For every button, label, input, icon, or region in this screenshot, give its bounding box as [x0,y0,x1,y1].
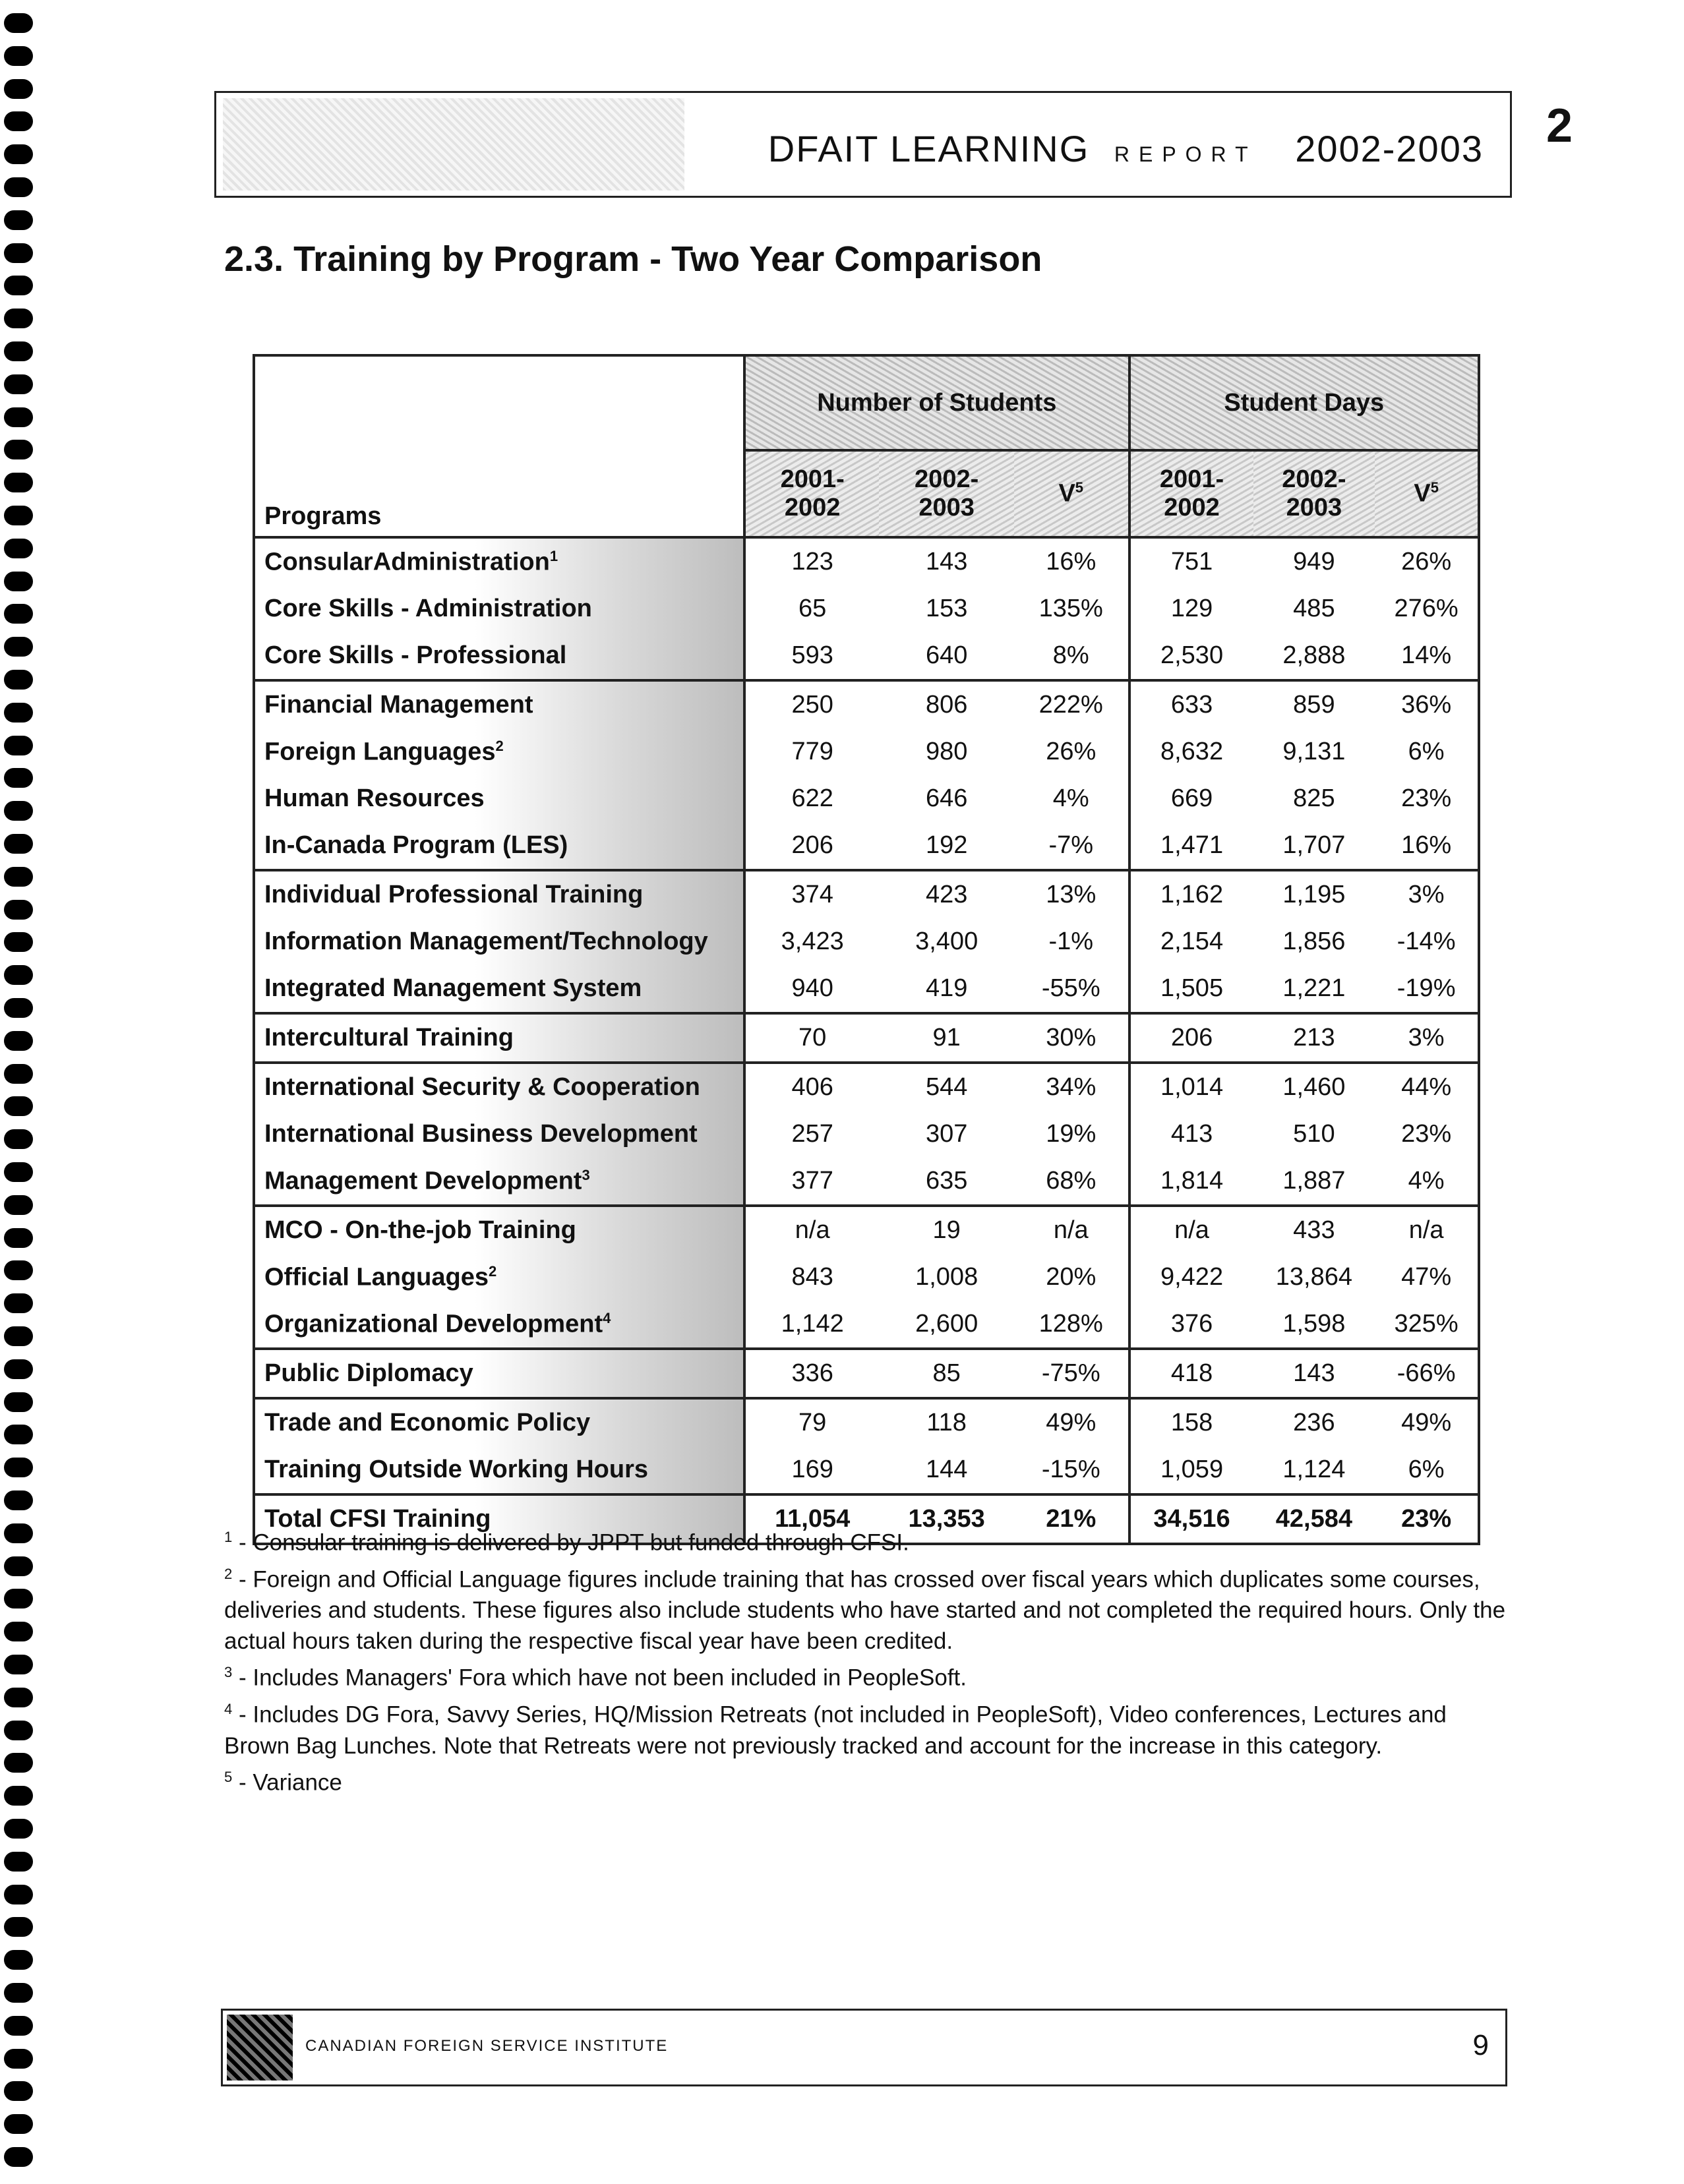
days-2001-2002: 1,014 [1129,1063,1253,1111]
students-2001-2002: 622 [791,784,833,812]
program-name: Training Outside Working Hours [254,1446,744,1494]
days-2002-2003: 9,131 [1282,738,1346,765]
students-variance-header: $V^5$ [1014,450,1129,537]
binding-hole [4,1195,33,1215]
days-variance: 6% [1375,728,1479,775]
binding-hole [4,900,33,920]
footnote: $^2$ - Foreign and Official Language figures include training that has crossed over fiscal years which duplicates some courses, deliveries and students. These figures also include students who have started and not completed the required hours. Only the actual hours taken during the respective fiscal year have been credited. [224,1565,1506,1655]
binding-hole [4,341,33,361]
binding-hole [4,1983,33,2003]
binding-hole [4,2147,33,2167]
binding-hole [4,998,33,1018]
program-name: Official Languages$^2$ [254,1254,744,1301]
students-2001-2002: 65 [798,595,827,622]
students-2001-2002: 593 [791,641,833,669]
students-variance: 4% [1052,784,1089,812]
binding-hole [4,801,33,821]
program-name: Information Management/Technology [254,918,744,965]
students-variance: 16% [1014,537,1129,585]
table-row [254,870,1479,918]
days-variance-header: $V^5$ [1375,450,1479,537]
days-2001-2002: 669 [1129,775,1253,822]
binding-hole [4,965,33,985]
students-2001-2002: 79 [744,1398,879,1446]
header-learning: LEARNING [890,128,1090,169]
days-2002-2003: 433 [1253,1206,1375,1254]
students-variance: 20% [1046,1263,1097,1291]
days-2002-2003: 859 [1253,680,1375,728]
students-variance: 19% [1046,1120,1097,1148]
header-report: REPORT [1114,142,1257,166]
students-2002-2003: 143 [879,537,1014,585]
days-2001-2002: 206 [1129,1013,1253,1063]
binding-hole [4,1228,33,1248]
binding-hole [4,1852,33,1872]
binding-hole [4,440,33,459]
table-row [254,632,1479,680]
binding-hole [4,1162,33,1182]
students-2001-2002: 1,142 [781,1310,844,1338]
table-row [254,822,1479,870]
students-2001-2002: 377 [791,1167,833,1195]
header-org: DFAIT [767,128,879,169]
days-variance: 4% [1375,1158,1479,1206]
page-number: 9 [1472,2029,1489,2061]
binding-hole [4,736,33,755]
students-2002-2003: 980 [925,738,968,765]
students-2001-2002: 206 [791,831,833,859]
header-texture [223,98,684,191]
binding-hole [4,13,33,33]
program-name: Integrated Management System [254,965,744,1013]
binding-hole [4,144,33,164]
binding-hole [4,1064,33,1084]
table-row [254,1446,1479,1494]
students-variance: 128% [1038,1310,1103,1338]
students-2002-2003: 153 [925,595,968,622]
program-name: Financial Management [254,680,744,728]
program-name: International Security & Cooperation [254,1063,744,1111]
page-footer [221,2009,1507,2086]
table-row [254,728,1479,775]
binding-hole [4,867,33,887]
programs-header [254,355,744,537]
binding-hole [4,670,33,690]
table-row [254,1254,1479,1301]
binding-hole [4,572,33,591]
days-2001-2002: 418 [1129,1349,1253,1398]
students-2002-2003: 646 [925,784,968,812]
binding-hole [4,1655,33,1674]
binding-hole [4,1392,33,1412]
binding-hole [4,407,33,427]
days-2001-2002: 8,632 [1129,728,1253,775]
group-header-students: Number of Students [744,355,1129,450]
footnote: $^5$ - Variance [224,1768,342,1796]
days-2002-2003: 2,888 [1282,641,1346,669]
table-row [254,585,1479,632]
students-variance: 30% [1014,1013,1129,1063]
program-name: Human Resources [254,775,744,822]
binding-hole [4,1031,33,1051]
students-2002-2003: 91 [879,1013,1014,1063]
binding-hole [4,1819,33,1839]
students-2002-2003: 13,353 [879,1494,1014,1544]
binding-hole [4,2114,33,2134]
program-name: Management Development$^3$ [254,1158,744,1206]
binding-hole [4,1490,33,1510]
table-row [254,1158,1479,1206]
students-2001-2002: 3,423 [781,928,844,955]
binding-hole [4,1622,33,1641]
binding-hole [4,539,33,558]
footnote: $^1$ - Consular training is delivered by JPPT but funded through CFSI. [224,1529,909,1556]
students-2001-2002: 336 [744,1349,879,1398]
days-2002-2003: 485 [1293,595,1335,622]
students-variance: -55% [1041,974,1100,1002]
program-name: Core Skills - Administration [254,585,744,632]
program-name: Individual Professional Training [254,870,744,918]
program-name: Foreign Languages$^2$ [254,728,744,775]
binding-hole [4,243,33,263]
days-year2-header: 2002- 2003 [1253,450,1375,537]
students-variance: n/a [1014,1206,1129,1254]
table-row [254,965,1479,1013]
binding-hole [4,177,33,197]
days-2001-2002: 376 [1129,1301,1253,1349]
days-variance: n/a [1375,1206,1479,1254]
days-2001-2002: 1,814 [1129,1158,1253,1206]
binding-hole [4,1293,33,1313]
students-2001-2002: 257 [791,1120,833,1148]
header-title [768,127,1484,170]
table-row [254,918,1479,965]
binding-hole [4,276,33,295]
students-variance: 26% [1046,738,1097,765]
days-variance: 6% [1375,1446,1479,1494]
days-2001-2002: 158 [1129,1398,1253,1446]
days-variance: 16% [1375,822,1479,870]
students-variance: 8% [1052,641,1089,669]
days-2001-2002: 1,059 [1129,1446,1253,1494]
students-variance: 222% [1014,680,1129,728]
days-2002-2003: 143 [1253,1349,1375,1398]
students-2002-2003: 307 [925,1120,968,1148]
days-variance: 3% [1375,870,1479,918]
days-variance: 49% [1375,1398,1479,1446]
students-2001-2002: 940 [791,974,833,1002]
days-2002-2003: 1,460 [1253,1063,1375,1111]
students-variance: 135% [1038,595,1103,622]
binding-holes [4,13,36,2182]
table-row [254,1206,1479,1254]
binding-hole [4,374,33,394]
students-variance: -1% [1048,928,1094,955]
students-variance: -15% [1041,1456,1100,1483]
days-variance: 3% [1375,1013,1479,1063]
binding-hole [4,1786,33,1806]
students-variance: 68% [1046,1167,1097,1195]
students-2001-2002: 779 [791,738,833,765]
days-2001-2002: 1,471 [1129,822,1253,870]
students-2001-2002: 11,054 [744,1494,879,1544]
students-2002-2003: 635 [925,1167,968,1195]
training-table [253,354,1480,1545]
footnote: $^3$ - Includes Managers' Fora which have not been included in PeopleSoft. [224,1664,967,1691]
binding-hole [4,932,33,952]
binding-hole [4,1359,33,1379]
binding-hole [4,2016,33,2036]
binding-hole [4,1260,33,1280]
binding-hole [4,1885,33,1904]
days-variance: -19% [1375,965,1479,1013]
students-2001-2002: n/a [744,1206,879,1254]
students-2002-2003: 3,400 [915,928,978,955]
students-variance: -75% [1014,1349,1129,1398]
binding-hole [4,1917,33,1937]
days-2001-2002: 633 [1129,680,1253,728]
binding-hole [4,637,33,657]
days-variance: 26% [1375,537,1479,585]
days-2002-2003: 1,707 [1282,831,1346,859]
students-variance: 13% [1014,870,1129,918]
binding-hole [4,1950,33,1970]
days-2002-2003: 213 [1253,1013,1375,1063]
binding-hole [4,1096,33,1116]
binding-hole [4,111,33,131]
binding-hole [4,1523,33,1543]
binding-hole [4,2081,33,2101]
binding-hole [4,768,33,788]
days-2002-2003: 1,124 [1282,1456,1346,1483]
days-variance: 23% [1375,1494,1479,1544]
table-row [254,680,1479,728]
days-2002-2003: 1,856 [1282,928,1346,955]
days-2002-2003: 1,887 [1282,1167,1346,1195]
chapter-number: 2 [1546,100,1573,152]
students-variance: -7% [1048,831,1094,859]
programs-label: Programs [264,502,382,530]
students-2001-2002: 70 [744,1013,879,1063]
binding-hole [4,1589,33,1608]
days-2002-2003: 42,584 [1253,1494,1375,1544]
days-2002-2003: 13,864 [1275,1263,1352,1291]
binding-hole [4,309,33,328]
days-2002-2003: 825 [1293,784,1335,812]
table-row [254,1398,1479,1446]
binding-hole [4,1721,33,1740]
header-years: 2002-2003 [1295,128,1484,169]
days-2001-2002: 751 [1129,537,1253,585]
days-2001-2002: 2,530 [1129,632,1253,680]
binding-hole [4,1688,33,1707]
binding-hole [4,834,33,854]
days-2002-2003: 1,195 [1253,870,1375,918]
days-2002-2003: 510 [1293,1120,1335,1148]
days-variance: 276% [1375,585,1479,632]
group-header-days: Student Days [1129,355,1479,450]
program-name: Total CFSI Training [254,1494,744,1544]
days-variance: -66% [1375,1349,1479,1398]
binding-hole [4,1556,33,1576]
students-2002-2003: 419 [925,974,968,1002]
students-2001-2002: 406 [744,1063,879,1111]
program-name: Organizational Development$^4$ [254,1301,744,1349]
program-name: Public Diplomacy [254,1349,744,1398]
institute-name: CANADIAN FOREIGN SERVICE INSTITUTE [305,2037,669,2055]
days-2001-2002: 9,422 [1129,1254,1253,1301]
days-variance: 14% [1375,632,1479,680]
students-variance: 34% [1014,1063,1129,1111]
binding-hole [4,1458,33,1477]
students-2001-2002: 250 [744,680,879,728]
days-variance: 44% [1375,1063,1479,1111]
students-2002-2003: 144 [925,1456,968,1483]
days-variance: 23% [1375,775,1479,822]
program-name: In-Canada Program (LES) [254,822,744,870]
days-year1-header: 2001- 2002 [1129,450,1253,537]
students-2002-2003: 1,008 [915,1263,978,1291]
students-2002-2003: 192 [925,831,968,859]
report-header [214,91,1512,198]
students-2002-2003: 640 [925,641,968,669]
students-2002-2003: 423 [879,870,1014,918]
table-row [254,1013,1479,1063]
program-name: ConsularAdministration$^1$ [254,537,744,585]
binding-hole [4,1129,33,1149]
students-2002-2003: 19 [879,1206,1014,1254]
table-row [254,537,1479,585]
program-name: International Business Development [254,1111,744,1158]
students-2001-2002: 843 [791,1263,833,1291]
footnote: $^4$ - Includes DG Fora, Savvy Series, HQ/Mission Retreats (not included in PeopleSoft), Video conferences, Lectures and Brown Bag Lunches. Note that Retreats were not previously tracked and account for the increase in this category. [224,1700,1447,1759]
footnotes [224,1521,1510,1798]
binding-hole [4,210,33,230]
binding-hole [4,1326,33,1346]
students-2002-2003: 2,600 [915,1310,978,1338]
days-2002-2003: 1,221 [1282,974,1346,1002]
days-variance: 36% [1375,680,1479,728]
table-row [254,1349,1479,1398]
days-2002-2003: 949 [1253,537,1375,585]
binding-hole [4,604,33,624]
binding-hole [4,2049,33,2069]
days-variance: -14% [1375,918,1479,965]
binding-hole [4,1753,33,1773]
binding-hole [4,79,33,99]
students-2002-2003: 544 [879,1063,1014,1111]
program-name: MCO - On-the-job Training [254,1206,744,1254]
table-row [254,1111,1479,1158]
days-2001-2002: 2,154 [1129,918,1253,965]
students-2001-2002: 374 [744,870,879,918]
students-2002-2003: 85 [879,1349,1014,1398]
days-2001-2002: 129 [1129,585,1253,632]
students-year1-header: 2001- 2002 [744,450,879,537]
table-row [254,1063,1479,1111]
program-name: Intercultural Training [254,1013,744,1063]
program-name: Core Skills - Professional [254,632,744,680]
days-variance: 23% [1375,1111,1479,1158]
binding-hole [4,46,33,66]
days-2002-2003: 236 [1253,1398,1375,1446]
days-variance: 47% [1375,1254,1479,1301]
students-2001-2002: 123 [744,537,879,585]
students-year2-header: 2002- 2003 [879,450,1014,537]
days-2001-2002: n/a [1129,1206,1253,1254]
days-variance: 325% [1375,1301,1479,1349]
students-variance: 21% [1014,1494,1129,1544]
days-2001-2002: 1,162 [1129,870,1253,918]
binding-hole [4,473,33,492]
program-name: Trade and Economic Policy [254,1398,744,1446]
students-2001-2002: 169 [791,1456,833,1483]
days-2001-2002: 413 [1129,1111,1253,1158]
days-2001-2002: 34,516 [1129,1494,1253,1544]
days-2002-2003: 1,598 [1282,1310,1346,1338]
binding-hole [4,506,33,525]
table-row [254,1301,1479,1349]
table-row [254,775,1479,822]
students-variance: 49% [1014,1398,1129,1446]
binding-hole [4,703,33,723]
days-2001-2002: 1,505 [1129,965,1253,1013]
students-2002-2003: 806 [879,680,1014,728]
institute-logo [227,2015,293,2081]
section-title: 2.3. Training by Program - Two Year Comparison [224,239,1042,279]
binding-hole [4,1425,33,1444]
students-2002-2003: 118 [879,1398,1014,1446]
